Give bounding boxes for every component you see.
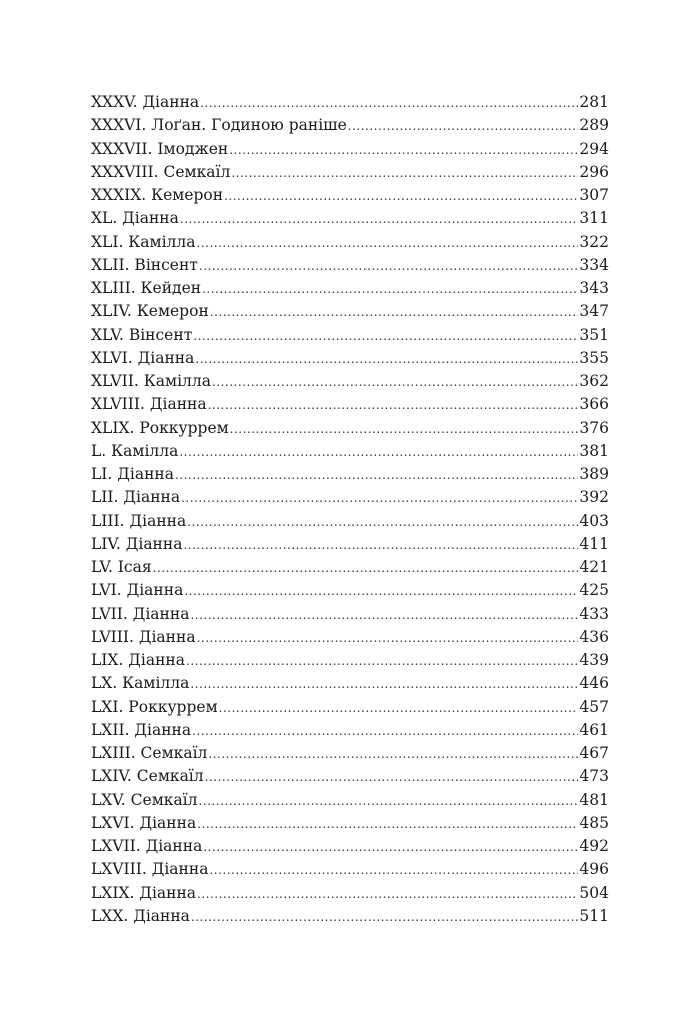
toc-dot-leader — [219, 697, 579, 720]
toc-entry-page-number: 389 — [579, 465, 609, 483]
toc-dot-leader — [179, 441, 578, 464]
toc-entry-title: LXVI. Діанна — [91, 813, 197, 832]
toc-dot-leader — [202, 278, 578, 301]
toc-dot-leader — [205, 766, 579, 789]
toc-entry[interactable] — [91, 742, 609, 765]
toc-entry-page-number: 436 — [579, 627, 609, 646]
toc-entry-title: LII. Діанна — [91, 488, 181, 507]
toc-entry-title: XLVIII. Діанна — [91, 395, 207, 414]
toc-entry-page-number: 362 — [579, 372, 609, 390]
toc-entry-title: LXIX. Діанна — [91, 883, 197, 902]
toc-entry[interactable] — [91, 510, 609, 533]
toc-entry-page-number: 366 — [579, 395, 609, 414]
toc-entry[interactable] — [91, 835, 609, 858]
toc-dot-leader — [195, 348, 578, 371]
toc-entry[interactable] — [91, 905, 609, 928]
toc-entry[interactable] — [91, 440, 609, 463]
toc-entry-title: L. Камілла — [91, 441, 179, 460]
toc-entry[interactable] — [91, 486, 609, 509]
toc-entry-page-number: 439 — [579, 651, 609, 669]
toc-entry-title: LI. Діанна — [91, 465, 174, 483]
toc-dot-leader — [230, 418, 579, 441]
toc-dot-leader — [184, 580, 578, 603]
toc-entry[interactable] — [91, 463, 609, 486]
toc-entry[interactable] — [91, 719, 609, 742]
toc-dot-leader — [199, 255, 579, 278]
toc-entry-title: LIII. Діанна — [91, 511, 187, 530]
toc-entry-title: XLIV. Кемерон — [91, 302, 209, 321]
toc-entry[interactable] — [91, 184, 609, 207]
toc-entry[interactable] — [91, 765, 609, 788]
toc-entry-page-number: 281 — [579, 93, 609, 111]
toc-entry-title: LXIV. Семкаїл — [91, 767, 204, 786]
toc-entry-page-number: 485 — [579, 813, 609, 832]
toc-entry-page-number: 289 — [579, 116, 609, 135]
toc-dot-leader — [153, 557, 579, 580]
toc-dot-leader — [197, 813, 578, 836]
toc-entry-title: LXVIII. Діанна — [91, 860, 209, 879]
toc-entry-page-number: 433 — [579, 604, 609, 623]
toc-entry[interactable] — [91, 91, 609, 114]
toc-dot-leader — [209, 859, 578, 882]
toc-dot-leader — [192, 720, 578, 743]
toc-entry-title: XXXVII. Імоджен — [91, 139, 229, 158]
toc-entry-title: LV. Ісая — [91, 558, 152, 576]
toc-entry-page-number: 307 — [579, 186, 609, 204]
toc-entry-page-number: 496 — [579, 860, 609, 879]
toc-entry-page-number: 492 — [579, 837, 609, 855]
toc-dot-leader — [193, 325, 578, 348]
toc-entry-page-number: 411 — [579, 534, 609, 553]
toc-entry[interactable] — [91, 300, 609, 323]
toc-dot-leader — [231, 162, 578, 185]
toc-entry[interactable] — [91, 882, 609, 905]
toc-entry-page-number: 511 — [579, 906, 609, 925]
toc-entry-page-number: 294 — [579, 139, 609, 158]
toc-entry[interactable] — [91, 696, 609, 719]
toc-entry-title: XXXVIII. Семкаїл — [91, 162, 231, 181]
toc-entry-page-number: 504 — [579, 883, 609, 902]
toc-entry-page-number: 355 — [579, 348, 609, 367]
toc-entry-title: XLV. Вінсент — [91, 325, 193, 344]
toc-entry[interactable] — [91, 649, 609, 672]
toc-entry-page-number: 481 — [579, 790, 609, 809]
toc-dot-leader — [181, 487, 578, 510]
toc-dot-leader — [208, 743, 578, 766]
toc-entry-page-number: 467 — [579, 744, 609, 762]
toc-entry[interactable] — [91, 812, 609, 835]
toc-entry[interactable] — [91, 138, 609, 161]
toc-entry-page-number: 403 — [579, 511, 609, 530]
toc-entry[interactable] — [91, 556, 609, 579]
toc-entry-page-number: 347 — [579, 302, 609, 321]
toc-entry-page-number: 322 — [579, 232, 609, 251]
toc-entry[interactable] — [91, 533, 609, 556]
toc-entry-title: LXVII. Діанна — [91, 837, 203, 855]
toc-entry-title: LVI. Діанна — [91, 581, 184, 600]
toc-dot-leader — [183, 534, 578, 557]
toc-entry[interactable] — [91, 324, 609, 347]
toc-dot-leader — [348, 115, 579, 138]
toc-entry-page-number: 457 — [579, 697, 609, 716]
toc-entry[interactable] — [91, 370, 609, 393]
toc-dot-leader — [224, 185, 578, 208]
toc-entry-title: LIV. Діанна — [91, 534, 183, 553]
toc-entry-page-number: 334 — [579, 255, 609, 274]
toc-entry-title: LX. Камілла — [91, 674, 190, 693]
toc-entry[interactable] — [91, 277, 609, 300]
toc-entry-title: XXXV. Діанна — [91, 93, 200, 111]
toc-dot-leader — [186, 650, 578, 673]
toc-dot-leader — [212, 371, 578, 394]
toc-entry[interactable] — [91, 254, 609, 277]
toc-dot-leader — [190, 673, 578, 696]
toc-entry-title: LIX. Діанна — [91, 651, 186, 669]
table-of-contents — [91, 91, 609, 928]
toc-dot-leader — [229, 139, 578, 162]
toc-dot-leader — [197, 883, 578, 906]
toc-entry-title: XLVII. Камілла — [91, 372, 211, 390]
toc-entry[interactable] — [91, 858, 609, 881]
toc-entry-title: LXIII. Семкаїл — [91, 744, 208, 762]
toc-entry-page-number: 392 — [579, 488, 609, 507]
toc-entry-page-number: 381 — [579, 441, 609, 460]
toc-entry[interactable] — [91, 393, 609, 416]
toc-entry-title: LVII. Діанна — [91, 604, 190, 623]
toc-entry[interactable] — [91, 207, 609, 230]
toc-dot-leader — [210, 301, 579, 324]
toc-entry-page-number: 376 — [579, 418, 609, 437]
toc-dot-leader — [180, 208, 579, 231]
toc-entry-title: XLII. Вінсент — [91, 255, 198, 274]
toc-entry[interactable] — [91, 789, 609, 812]
toc-entry[interactable] — [91, 579, 609, 602]
toc-dot-leader — [203, 836, 578, 859]
toc-entry-title: XLVI. Діанна — [91, 348, 195, 367]
toc-dot-leader — [190, 604, 578, 627]
toc-entry-page-number: 425 — [579, 581, 609, 600]
toc-entry[interactable] — [91, 672, 609, 695]
toc-entry-title: XXXIX. Кемерон — [91, 186, 224, 204]
toc-entry-title: XXXVI. Лоґан. Годиною раніше — [91, 116, 347, 135]
toc-entry-title: LXII. Діанна — [91, 720, 192, 739]
toc-entry-title: LXX. Діанна — [91, 906, 190, 925]
toc-entry-page-number: 473 — [579, 767, 609, 786]
toc-dot-leader — [197, 232, 579, 255]
toc-dot-leader — [200, 92, 578, 115]
toc-entry-title: XLIII. Кейден — [91, 279, 202, 297]
toc-entry[interactable] — [91, 231, 609, 254]
toc-entry-page-number: 311 — [579, 209, 609, 228]
toc-entry[interactable] — [91, 347, 609, 370]
toc-entry-page-number: 296 — [579, 162, 609, 181]
toc-entry[interactable] — [91, 626, 609, 649]
toc-entry-title: LVIII. Діанна — [91, 627, 196, 646]
toc-dot-leader — [187, 511, 578, 534]
toc-entry-title: XLIX. Роккуррем — [91, 418, 229, 437]
toc-dot-leader — [208, 394, 579, 417]
toc-entry-page-number: 421 — [579, 558, 609, 576]
toc-entry-page-number: 351 — [579, 325, 609, 344]
toc-entry-page-number: 343 — [579, 279, 609, 297]
toc-entry[interactable] — [91, 161, 609, 184]
toc-entry-title: XL. Діанна — [91, 209, 179, 228]
toc-dot-leader — [199, 790, 579, 813]
toc-entry-title: XLI. Камілла — [91, 232, 196, 251]
toc-dot-leader — [175, 464, 578, 487]
toc-entry-page-number: 461 — [579, 720, 609, 739]
toc-entry[interactable] — [91, 603, 609, 626]
toc-entry[interactable] — [91, 417, 609, 440]
toc-dot-leader — [191, 906, 578, 929]
toc-entry-page-number: 446 — [579, 674, 609, 693]
toc-entry[interactable] — [91, 114, 609, 137]
toc-dot-leader — [197, 627, 579, 650]
toc-entry-title: LXV. Семкаїл — [91, 790, 198, 809]
toc-entry-title: LXI. Роккуррем — [91, 697, 218, 716]
